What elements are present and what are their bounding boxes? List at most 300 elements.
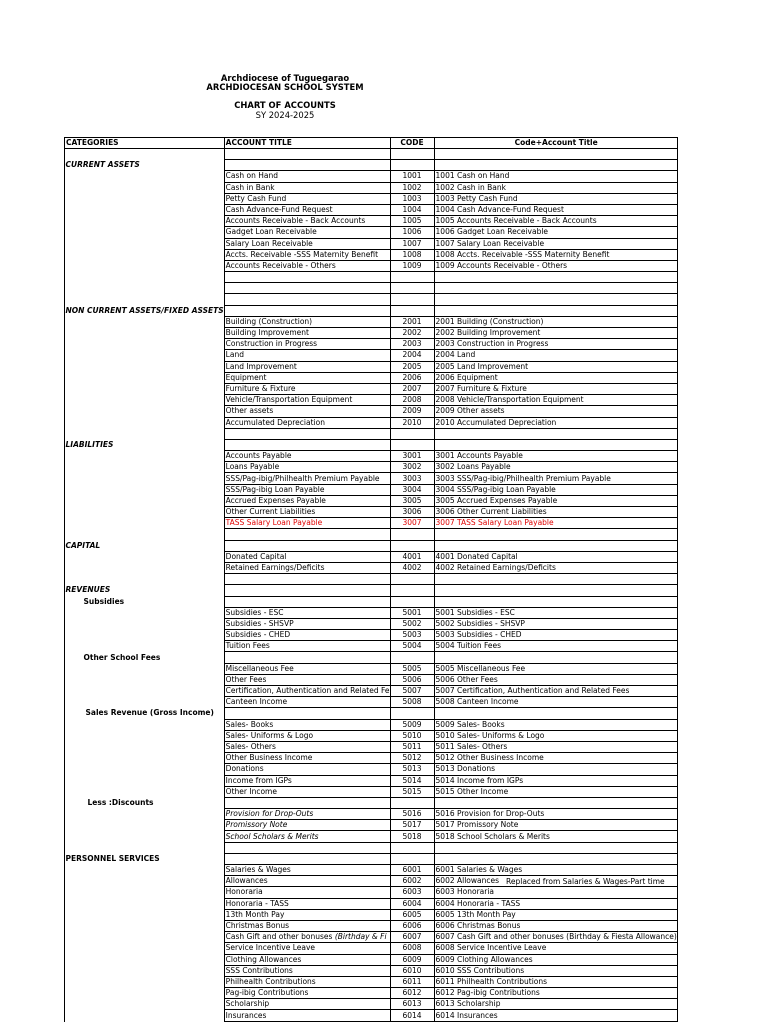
account-title: Service Incentive Leave — [225, 943, 316, 953]
code-account-title-cell — [434, 920, 677, 931]
code-cell — [390, 607, 434, 618]
account-title: Gadget Loan Receivable — [225, 227, 317, 237]
account-title: Vehicle/Transportation Equipment — [225, 395, 353, 405]
account-title-cell — [224, 809, 390, 820]
account-row — [65, 887, 678, 898]
code-account-title-cell — [434, 853, 677, 864]
category-cell — [65, 484, 225, 495]
account-row — [65, 943, 678, 954]
account-row — [65, 260, 678, 271]
account-title-cell — [224, 954, 390, 965]
category-cell — [65, 574, 225, 585]
code-account-title: 3007 TASS Salary Loan Payable — [435, 518, 554, 528]
category-cell — [65, 339, 225, 350]
account-row — [65, 1010, 678, 1021]
section-label: LIABILITIES — [65, 439, 114, 449]
category-cell — [65, 697, 225, 708]
code-account-title-cell — [434, 216, 677, 227]
account-title: Canteen Income — [225, 697, 288, 707]
account-title-cell — [224, 182, 390, 193]
code-account-title-cell — [434, 976, 677, 987]
category-cell — [65, 920, 225, 931]
account-title-cell — [224, 686, 390, 697]
account-title-cell — [224, 484, 390, 495]
account-title-cell — [224, 305, 390, 316]
code-account-title-cell — [434, 607, 677, 618]
code-account-title-cell — [434, 932, 677, 943]
code-cell — [390, 764, 434, 775]
account-title-cell — [224, 562, 390, 573]
code-account-title: 5005 Miscellaneous Fee — [435, 663, 526, 673]
account-title-cell — [224, 697, 390, 708]
table-body — [65, 149, 678, 1022]
category-cell — [65, 518, 225, 529]
code-cell — [390, 495, 434, 506]
code-account-title-cell — [434, 988, 677, 999]
account-title-cell — [224, 708, 390, 719]
code-cell — [390, 473, 434, 484]
account-title: Accounts Receivable - Back Accounts — [225, 216, 366, 226]
account-title-cell — [224, 149, 390, 160]
subsection-label: Sales Revenue (Gross Income) — [85, 708, 214, 718]
account-title-cell — [224, 630, 390, 641]
account-code: 3005 — [402, 495, 422, 505]
account-title: Cash in Bank — [225, 182, 275, 192]
account-title-cell — [224, 920, 390, 931]
account-title-cell — [224, 328, 390, 339]
account-title: Retained Earnings/Deficits — [225, 563, 325, 573]
account-title-cell — [224, 193, 390, 204]
category-cell — [65, 283, 225, 294]
account-row — [65, 641, 678, 652]
account-code: 1005 — [402, 216, 422, 226]
account-title-cell — [224, 652, 390, 663]
account-row — [65, 607, 678, 618]
code-cell — [390, 428, 434, 439]
category-cell — [65, 641, 225, 652]
category-cell — [65, 976, 225, 987]
code-cell — [390, 406, 434, 417]
account-title: Construction in Progress — [225, 339, 318, 349]
code-account-title-cell — [434, 954, 677, 965]
code-account-title: 5002 Subsidies - SHSVP — [435, 618, 525, 628]
section-label: NON CURRENT ASSETS/FIXED ASSETS — [65, 305, 224, 315]
code-cell — [390, 1010, 434, 1021]
account-code: 6002 — [402, 876, 422, 886]
code-cell — [390, 686, 434, 697]
account-code: 3003 — [402, 473, 422, 483]
code-account-title: 1004 Cash Advance-Fund Request — [435, 205, 564, 215]
code-cell — [390, 887, 434, 898]
account-code: 2007 — [402, 384, 422, 394]
account-title: Sales- Others — [225, 742, 276, 752]
code-account-title: 3003 SSS/Pag-ibig/Philhealth Premium Payable — [435, 473, 611, 483]
subsection-label: Other School Fees — [83, 652, 161, 662]
account-code: 5002 — [402, 618, 422, 628]
account-code: 4001 — [402, 551, 422, 561]
category-cell — [65, 495, 225, 506]
code-cell — [390, 965, 434, 976]
category-cell — [65, 831, 225, 842]
code-account-title-cell — [434, 697, 677, 708]
account-title-cell — [224, 663, 390, 674]
code-cell — [390, 999, 434, 1010]
category-cell — [65, 853, 225, 864]
category-cell — [65, 451, 225, 462]
account-code: 3006 — [402, 507, 422, 517]
code-cell — [390, 227, 434, 238]
account-code: 5014 — [402, 775, 422, 785]
account-row — [65, 753, 678, 764]
account-code: 5018 — [402, 831, 422, 841]
account-title-cell — [224, 741, 390, 752]
category-cell — [65, 260, 225, 271]
blank-row — [65, 842, 678, 853]
account-title-cell — [224, 585, 390, 596]
account-code: 5011 — [402, 742, 422, 752]
account-title-cell — [224, 316, 390, 327]
account-title-cell — [224, 238, 390, 249]
account-title: Promissory Note — [225, 820, 288, 830]
code-account-title-cell — [434, 741, 677, 752]
account-code: 3002 — [402, 462, 422, 472]
account-code: 5016 — [402, 809, 422, 819]
code-account-title: 6004 Honoraria - TASS — [435, 898, 521, 908]
school-year: SY 2024-2025 — [255, 110, 315, 120]
code-account-title-cell — [434, 529, 677, 540]
code-cell — [390, 350, 434, 361]
account-title-cell — [224, 294, 390, 305]
category-cell — [65, 764, 225, 775]
account-row — [65, 786, 678, 797]
account-code: 2004 — [402, 350, 422, 360]
account-title-cell — [224, 417, 390, 428]
code-account-title: 5012 Other Business Income — [435, 753, 544, 763]
code-account-title: 6002 Allowances — [435, 876, 500, 886]
category-cell — [65, 160, 225, 171]
account-code: 1003 — [402, 193, 422, 203]
account-title: Accounts Receivable - Others — [225, 260, 336, 270]
account-title: Certification, Authentication and Related Fe — [225, 686, 390, 696]
category-cell — [65, 383, 225, 394]
code-account-title: 5010 Sales- Uniforms & Logo — [435, 730, 545, 740]
code-account-title-cell — [434, 551, 677, 562]
code-cell — [390, 943, 434, 954]
code-cell — [390, 786, 434, 797]
code-account-title: 6001 Salaries & Wages — [435, 865, 523, 875]
category-cell — [65, 562, 225, 573]
code-cell — [390, 249, 434, 260]
code-account-title-cell — [434, 484, 677, 495]
category-cell — [65, 887, 225, 898]
account-title-cell — [224, 876, 390, 887]
code-account-title: 2003 Construction in Progress — [435, 339, 549, 349]
subsection-label: Less :Discounts — [87, 797, 154, 807]
code-account-title-cell — [434, 831, 677, 842]
account-row — [65, 238, 678, 249]
code-cell — [390, 797, 434, 808]
account-title-cell — [224, 853, 390, 864]
section-label: PERSONNEL SERVICES — [65, 853, 160, 863]
code-cell — [390, 831, 434, 842]
code-account-title: 6013 Scholarship — [435, 999, 501, 1009]
account-code: 1004 — [402, 205, 422, 215]
account-title: Building Improvement — [225, 328, 309, 338]
code-account-title-cell — [434, 294, 677, 305]
account-title-cell — [224, 932, 390, 943]
account-code: 5001 — [402, 607, 422, 617]
account-code: 5008 — [402, 697, 422, 707]
account-title-cell — [224, 540, 390, 551]
account-row — [65, 954, 678, 965]
code-cell — [390, 842, 434, 853]
code-cell — [390, 529, 434, 540]
code-cell — [390, 383, 434, 394]
account-title-cell — [224, 1010, 390, 1021]
code-cell — [390, 283, 434, 294]
code-account-title-cell — [434, 943, 677, 954]
account-row — [65, 697, 678, 708]
account-title: Cash Advance-Fund Request — [225, 205, 333, 215]
account-title-cell — [224, 887, 390, 898]
code-account-title: 6003 Honoraria — [435, 887, 495, 897]
account-title: Income from IGPs — [225, 775, 292, 785]
account-row — [65, 831, 678, 842]
code-account-title-cell — [434, 887, 677, 898]
account-code: 2009 — [402, 406, 422, 416]
account-code: 1006 — [402, 227, 422, 237]
account-title-cell — [224, 607, 390, 618]
code-account-title: 1001 Cash on Hand — [435, 171, 510, 181]
category-cell — [65, 674, 225, 685]
account-row — [65, 216, 678, 227]
account-title-cell — [224, 898, 390, 909]
section-row — [65, 540, 678, 551]
account-code: 5003 — [402, 630, 422, 640]
account-title: Accrued Expenses Payable — [225, 495, 326, 505]
code-account-title-cell — [434, 305, 677, 316]
code-cell — [390, 372, 434, 383]
category-cell — [65, 775, 225, 786]
account-title-cell — [224, 204, 390, 215]
code-account-title-cell — [434, 719, 677, 730]
code-account-title: 5003 Subsidies - CHED — [435, 630, 522, 640]
account-title: SSS/Pag-ibig/Philhealth Premium Payable — [225, 473, 380, 483]
account-code: 5015 — [402, 786, 422, 796]
code-account-title: 2004 Land — [435, 350, 476, 360]
account-row — [65, 227, 678, 238]
code-account-title-cell — [434, 865, 677, 876]
account-title-cell — [224, 764, 390, 775]
account-title: Building (Construction) — [225, 316, 313, 326]
blank-row — [65, 272, 678, 283]
code-cell — [390, 562, 434, 573]
account-code: 5012 — [402, 753, 422, 763]
category-cell — [65, 238, 225, 249]
account-row — [65, 865, 678, 876]
account-title-cell — [224, 842, 390, 853]
section-label: CURRENT ASSETS — [65, 160, 140, 170]
code-account-title: 6005 13th Month Pay — [435, 909, 516, 919]
code-cell — [390, 171, 434, 182]
code-cell — [390, 507, 434, 518]
code-cell — [390, 328, 434, 339]
code-cell — [390, 865, 434, 876]
account-code: 5007 — [402, 686, 422, 696]
account-row — [65, 182, 678, 193]
account-row — [65, 764, 678, 775]
code-account-title: 5004 Tuition Fees — [435, 641, 502, 651]
account-row — [65, 674, 678, 685]
category-cell — [65, 596, 225, 607]
account-title-cell — [224, 775, 390, 786]
account-title-cell — [224, 473, 390, 484]
code-account-title: 5017 Promissory Note — [435, 820, 519, 830]
category-cell — [65, 741, 225, 752]
account-title: Land — [225, 350, 244, 360]
account-row — [65, 932, 678, 943]
category-cell — [65, 618, 225, 629]
account-row — [65, 686, 678, 697]
code-cell — [390, 820, 434, 831]
account-title-cell — [224, 395, 390, 406]
code-account-title-cell — [434, 820, 677, 831]
code-cell — [390, 618, 434, 629]
code-account-title-cell — [434, 473, 677, 484]
account-row — [65, 965, 678, 976]
account-title: Loans Payable — [225, 462, 280, 472]
category-column-rule — [64, 137, 65, 1022]
code-cell — [390, 518, 434, 529]
account-code: 2002 — [402, 328, 422, 338]
code-account-title-cell — [434, 898, 677, 909]
account-code: 6014 — [402, 1010, 422, 1020]
account-title-cell — [224, 865, 390, 876]
account-row — [65, 451, 678, 462]
category-cell — [65, 272, 225, 283]
code-account-title: 3004 SSS/Pag-ibig Loan Payable — [435, 484, 556, 494]
code-account-title-cell — [434, 630, 677, 641]
code-account-title-cell — [434, 372, 677, 383]
account-code: 6012 — [402, 988, 422, 998]
category-cell — [65, 842, 225, 853]
account-title: Furniture & Fixture — [225, 384, 296, 394]
blank-row — [65, 574, 678, 585]
code-account-title-cell — [434, 171, 677, 182]
system-name: ARCHDIOCESAN SCHOOL SYSTEM — [206, 82, 364, 92]
account-code: 6011 — [402, 976, 422, 986]
code-cell — [390, 551, 434, 562]
account-title-cell — [224, 820, 390, 831]
code-account-title: 1009 Accounts Receivable - Others — [435, 260, 568, 270]
account-title-cell — [224, 216, 390, 227]
category-cell — [65, 294, 225, 305]
code-cell — [390, 417, 434, 428]
subsection-label: Subsidies — [83, 596, 125, 606]
code-cell — [390, 260, 434, 271]
category-cell — [65, 820, 225, 831]
blank-row — [65, 294, 678, 305]
code-account-title-cell — [434, 775, 677, 786]
code-cell — [390, 216, 434, 227]
category-cell — [65, 227, 225, 238]
code-account-title: 6014 Insurances — [435, 1010, 498, 1020]
account-title-cell — [224, 272, 390, 283]
code-account-title: 5016 Provision for Drop-Outs — [435, 809, 545, 819]
code-account-title-cell — [434, 182, 677, 193]
code-account-title-cell — [434, 562, 677, 573]
code-account-title-cell — [434, 272, 677, 283]
account-code: 6005 — [402, 909, 422, 919]
category-cell — [65, 182, 225, 193]
account-code: 5004 — [402, 641, 422, 651]
account-title-cell — [224, 831, 390, 842]
code-account-title: 3002 Loans Payable — [435, 462, 511, 472]
account-title: Other Income — [225, 786, 277, 796]
code-account-title: 4002 Retained Earnings/Deficits — [435, 563, 556, 573]
code-account-title: 5018 School Scholars & Merits — [435, 831, 550, 841]
account-row — [65, 462, 678, 473]
code-account-title-cell — [434, 652, 677, 663]
account-code: 2003 — [402, 339, 422, 349]
account-row — [65, 372, 678, 383]
code-account-title-cell — [434, 674, 677, 685]
section-label: CAPITAL — [65, 540, 101, 550]
column-header-categories: CATEGORIES — [65, 138, 225, 149]
account-row — [65, 171, 678, 182]
account-title-cell — [224, 518, 390, 529]
code-account-title-cell — [434, 753, 677, 764]
code-cell — [390, 753, 434, 764]
subsection-row — [65, 797, 678, 808]
category-cell — [65, 1010, 225, 1021]
account-title-cell — [224, 372, 390, 383]
account-row — [65, 518, 678, 529]
code-account-title: 6007 Cash Gift and other bonuses (Birthday & Fiesta Allowance) — [435, 932, 677, 942]
code-account-title-cell — [434, 686, 677, 697]
code-cell — [390, 238, 434, 249]
account-title: Other Fees — [225, 674, 267, 684]
account-row — [65, 339, 678, 350]
account-row — [65, 976, 678, 987]
account-title: Tuition Fees — [225, 641, 270, 651]
code-account-title-cell — [434, 428, 677, 439]
category-cell — [65, 932, 225, 943]
code-account-title-cell — [434, 618, 677, 629]
section-label: REVENUES — [65, 585, 111, 595]
code-account-title-cell — [434, 909, 677, 920]
account-title: Equipment — [225, 372, 267, 382]
code-account-title: 2007 Furniture & Fixture — [435, 384, 527, 394]
code-cell — [390, 272, 434, 283]
account-code: 6004 — [402, 898, 422, 908]
code-account-title: 6010 SSS Contributions — [435, 965, 525, 975]
category-cell — [65, 876, 225, 887]
code-account-title-cell — [434, 204, 677, 215]
account-row — [65, 361, 678, 372]
account-title: Salaries & Wages — [225, 865, 291, 875]
category-cell — [65, 719, 225, 730]
account-title: Subsidies - ESC — [225, 607, 284, 617]
code-cell — [390, 909, 434, 920]
category-cell — [65, 249, 225, 260]
code-cell — [390, 193, 434, 204]
code-account-title-cell — [434, 149, 677, 160]
code-cell — [390, 976, 434, 987]
code-cell — [390, 182, 434, 193]
code-account-title: 2006 Equipment — [435, 372, 498, 382]
account-code: 2001 — [402, 316, 422, 326]
